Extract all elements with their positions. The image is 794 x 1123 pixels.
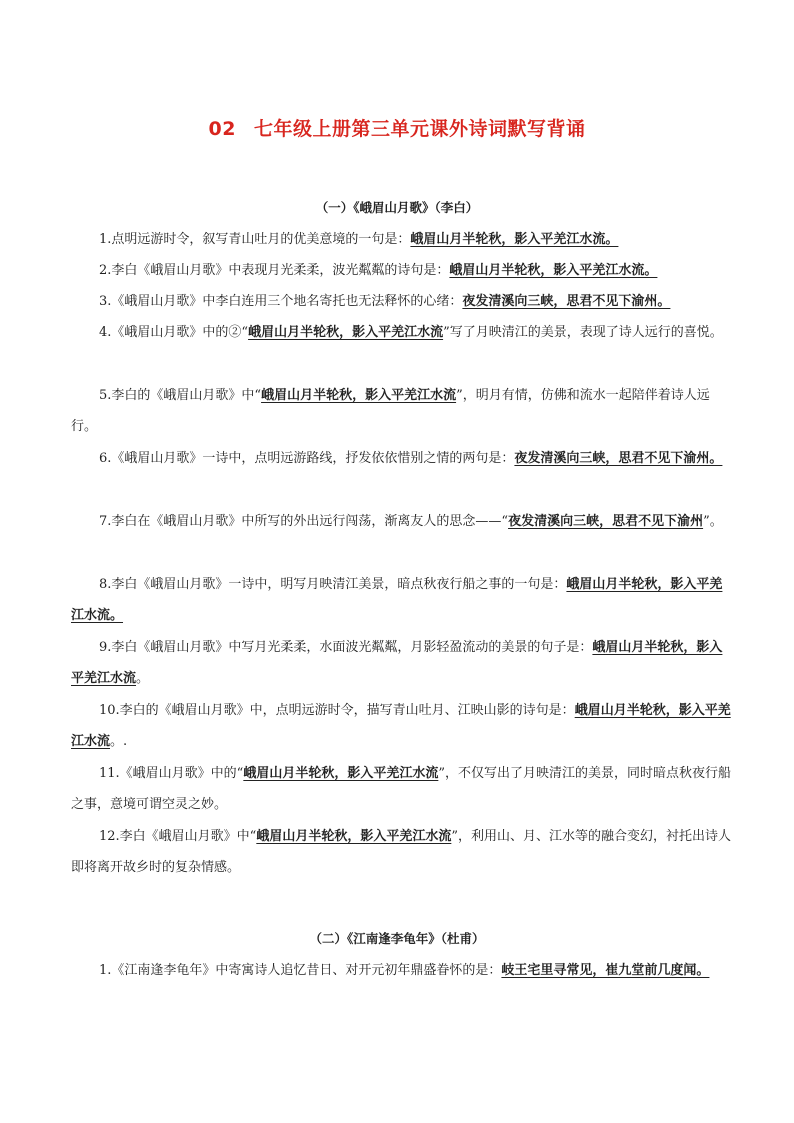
answer-text: 夜发清溪向三峡，思君不见下渝州。 [462,294,671,309]
answer-text: 峨眉山月半轮秋，影入平羌江水流 [71,703,731,749]
question-text: 2.李白《峨眉山月歌》中表现月光柔柔，波光粼粼的诗句是： [99,263,450,278]
question-text: 9.李白《峨眉山月歌》中写月光柔柔，水面波光粼粼，月影轻盈流动的美景的句子是： [99,640,593,655]
question-item [71,955,731,986]
question-tail: ”写了月映清江的美景，表现了诗人远行的喜悦。 [443,325,723,340]
question-item [71,506,731,537]
question-item [71,569,731,631]
section-title-2: （二）《江南逢李龟年》（杜甫） [309,931,485,946]
question-item [71,821,731,883]
question-text: 10.李白的《峨眉山月歌》中，点明远游时令，描写青山吐月、江映山影的诗句是： [99,703,575,718]
answer-text: 峨眉山月半轮秋，影入平羌江水流 [71,640,723,686]
answer-text: 峨眉山月半轮秋，影入平羌江水流 [248,325,444,340]
section-title-1: （一）《峨眉山月歌》（李白） [315,200,479,215]
question-tail: ”，明月有情，仿佛和流水一起陪伴着诗人远行。 [71,388,710,434]
answer-text: 夜发清溪向三峡，思君不见下渝州。 [514,451,723,466]
question-text: 12.李白《峨眉山月歌》中“ [99,829,257,844]
answer-text: 夜发清溪向三峡，思君不见下渝州 [508,514,704,529]
question-tail: ”。 [703,514,723,529]
question-tail: ”，不仅写出了月映清江的美景，同时暗点秋夜行船之事，意境可谓空灵之妙。 [71,766,731,812]
question-item [71,224,731,255]
answer-text: 峨眉山月半轮秋，影入平羌江水流 [261,388,457,403]
question-item [71,317,731,348]
question-tail: 。. [110,734,128,749]
question-text: 5.李白的《峨眉山月歌》中“ [99,388,262,403]
question-item [71,255,731,286]
question-item [71,632,731,694]
question-text: 7.李白在《峨眉山月歌》中所写的外出远行闯荡，渐离友人的思念——“ [99,514,509,529]
question-tail: 。 [136,671,150,686]
answer-text: 峨眉山月半轮秋，影入平羌江水流 [243,766,439,781]
question-text: 4.《峨眉山月歌》中的②“ [99,325,249,340]
question-text: 6.《峨眉山月歌》一诗中，点明远游路线，抒发依依惜别之情的两句是： [99,451,515,466]
answer-text: 峨眉山月半轮秋，影入平羌江水流。 [410,232,619,247]
answer-text: 岐王宅里寻常见，崔九堂前几度闻。 [501,963,710,978]
answer-text: 峨眉山月半轮秋，影入平羌江水流。 [71,577,723,623]
question-item [71,380,731,442]
question-item [71,286,731,317]
answer-text: 峨眉山月半轮秋，影入平羌江水流 [256,829,452,844]
question-text: 11.《峨眉山月歌》中的“ [99,766,244,781]
title-text: 七年级上册第三单元课外诗词默写背诵 [253,118,586,140]
question-item [71,443,731,474]
question-tail: ”，利用山、月、江水等的融合变幻，衬托出诗人即将离开故乡时的复杂情感。 [71,829,731,875]
document-title [0,114,794,141]
question-text: 1.《江南逢李龟年》中寄寓诗人追忆昔日、对开元初年鼎盛眷怀的是： [99,963,502,978]
question-item [71,758,731,820]
question-text: 8.李白《峨眉山月歌》一诗中，明写月映清江美景，暗点秋夜行船之事的一句是： [99,577,567,592]
title-number: 02 [208,118,236,140]
question-item [71,695,731,757]
answer-text: 峨眉山月半轮秋，影入平羌江水流。 [449,263,658,278]
question-text: 3.《峨眉山月歌》中李白连用三个地名寄托也无法释怀的心绪： [99,294,463,309]
question-text: 1.点明远游时令，叙写青山吐月的优美意境的一句是： [99,232,411,247]
